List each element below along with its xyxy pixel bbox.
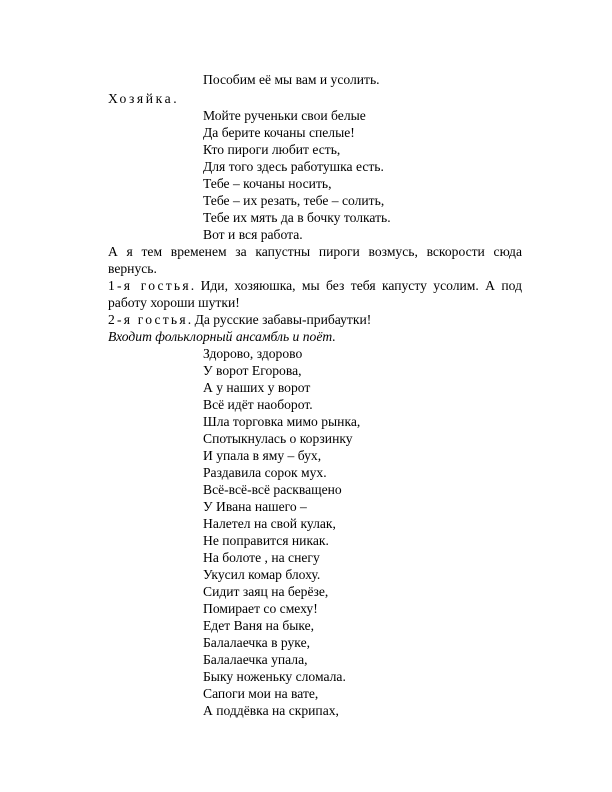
guest2-line (108, 312, 371, 329)
song-verse-line: Всё идёт наоборот. (203, 397, 313, 412)
host-verse-line: Тебе – их резать, тебе – солить, (203, 193, 385, 208)
host-verse-line: Мойте рученьки свои белые (203, 108, 366, 123)
song-verse-line: Здорово, здорово (203, 346, 303, 361)
song-verse-line: Всё-всё-всё раскващено (203, 482, 342, 497)
guest1-text: . Иди, хозяюшка, мы без тебя капусту усолим. А под (190, 278, 522, 293)
speaker-host: Хозяйка. (108, 91, 180, 106)
song-verse-line: Балалаечка в руке, (203, 635, 311, 650)
song-verse-line: У ворот Егорова, (203, 363, 302, 378)
song-verse-line: Сапоги мои на вате, (203, 686, 319, 701)
paragraph-host-exit-line2: вернусь. (108, 261, 157, 276)
song-verse-line: Балалаечка упала, (203, 652, 308, 667)
host-verse-line: Вот и вся работа. (203, 227, 303, 242)
host-verse-line: Тебе – кочаны носить, (203, 176, 332, 191)
song-verse-line: Помирает со смеху! (203, 601, 318, 616)
song-verse-line: Быку ноженьку сломала. (203, 669, 346, 684)
song-verse-line: У Ивана нашего – (203, 499, 307, 514)
host-verse-line: Кто пироги любит есть, (203, 142, 341, 157)
song-verse-line: Сидит заяц на берёзе, (203, 584, 329, 599)
speaker-guest1: 1-я гостья (108, 278, 191, 293)
verse-line-top: Пособим её мы вам и усолить. (203, 72, 380, 87)
guest1-line2: работу хороши шутки! (108, 295, 240, 310)
guest1-line1 (108, 278, 522, 295)
paragraph-host-exit-line1: А я тем временем за капустны пироги возмусь, вскорости сюда (108, 244, 522, 259)
host-verse-line: Да берите кочаны спелые! (203, 125, 355, 140)
song-verse-line: Укусил комар блоху. (203, 567, 321, 582)
song-verse-line: Не поправится никак. (203, 533, 329, 548)
host-verse-line: Для того здесь работушка есть. (203, 159, 384, 174)
stage-direction: Входит фольклорный ансамбль и поёт. (108, 329, 336, 344)
speaker-guest2: 2-я гостья (108, 312, 188, 327)
song-verse-line: Налетел на свой кулак, (203, 516, 336, 531)
song-verse-line: А у наших у ворот (203, 380, 311, 395)
song-verse-line: На болоте , на снегу (203, 550, 320, 565)
host-verse-line: Тебе их мять да в бочку толкать. (203, 210, 391, 225)
guest2-text: . Да русские забавы-прибаутки! (187, 312, 372, 327)
song-verse-line: И упала в яму – бух, (203, 448, 322, 463)
song-verse-line: Раздавила сорок мух. (203, 465, 327, 480)
song-verse-line: Шла торговка мимо рынка, (203, 414, 361, 429)
song-verse-line: А поддёвка на скрипах, (203, 703, 339, 718)
song-verse-line: Спотыкнулась о корзинку (203, 431, 353, 446)
song-verse-line: Едет Ваня на быке, (203, 618, 315, 633)
